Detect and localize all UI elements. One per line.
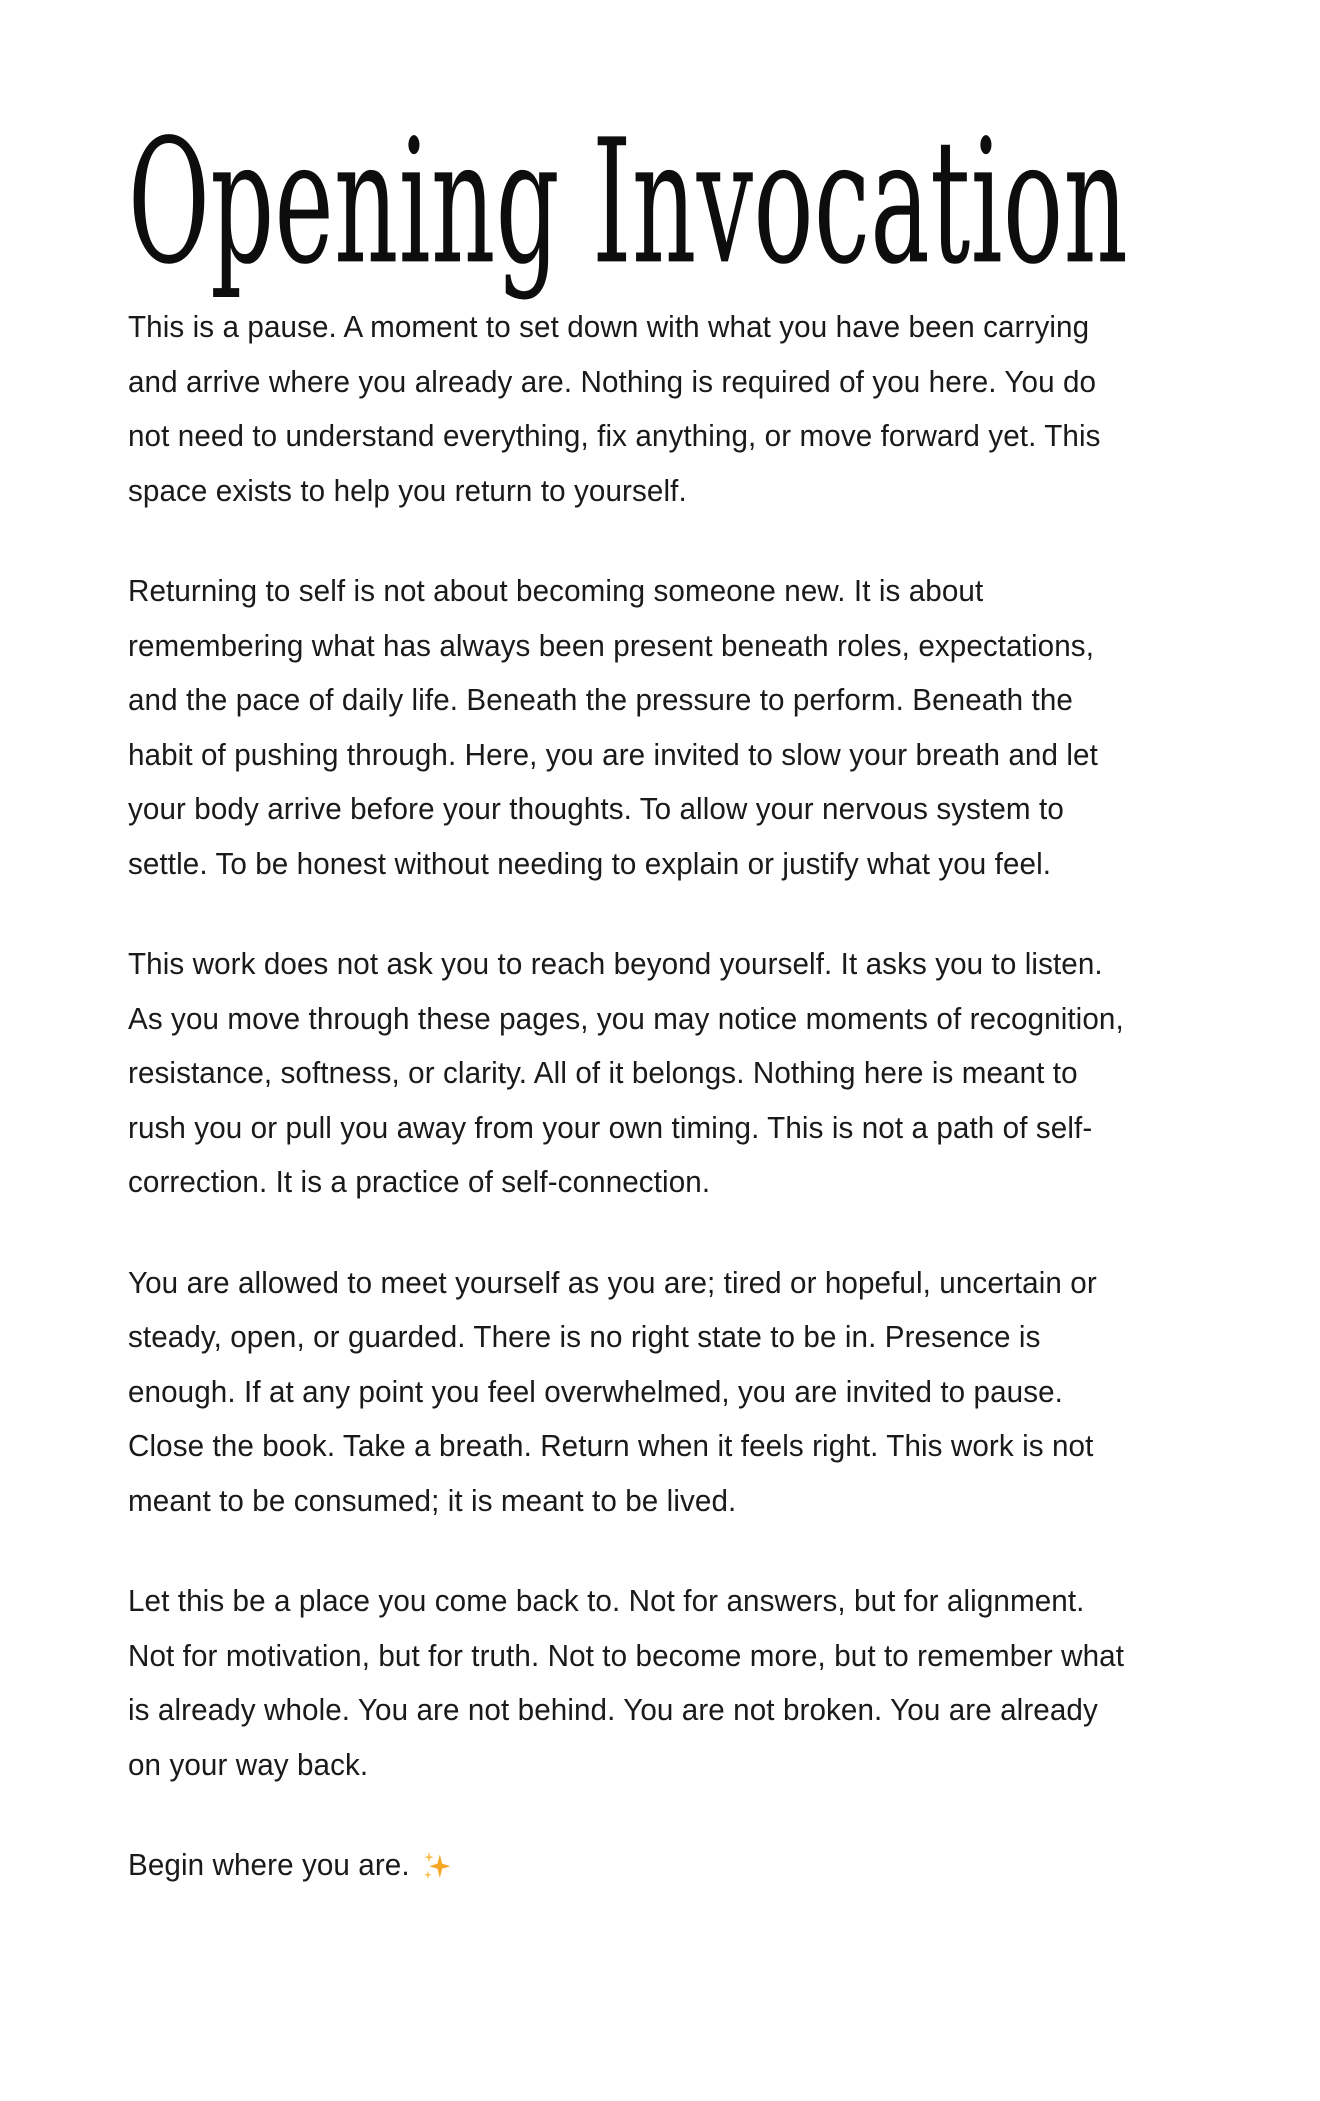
page-title: Opening Invocation	[128, 103, 1129, 303]
paragraph: You are allowed to meet yourself as you are; tired or hopeful, uncertain or steady, open, or guarded. There is no right state to be in. Presence is enough. If at any point you feel overwhelmed, you are invited to pause. Close the book. Take a breath. Return when it feels right. This work is not meant to be consumed; it is meant to be lived.	[128, 1264, 1097, 1518]
closing-line	[128, 1838, 1126, 1893]
body-copy	[128, 300, 1173, 1893]
paragraph: This work does not ask you to reach beyond yourself. It asks you to listen. As you move through these pages, you may notice moments of recognition, resistance, softness, or clarity. All of it belongs. Nothing here is meant to rush you or pull you away from your own timing. This is not a path of self-correction. It is a practice of self-connection.	[128, 946, 1124, 1199]
paragraph: Let this be a place you come back to. Not for answers, but for alignment. Not for motivation, but for truth. Not to become more, but to remember what is already whole. You are not behind. You are not broken. You are already on your way back.	[128, 1583, 1125, 1782]
sparkles-icon	[419, 1849, 451, 1883]
paragraph: Returning to self is not about becoming someone new. It is about remembering what has always been present beneath roles, expectations, and the pace of daily life. Beneath the pressure to perform. Beneath the habit of pushing through. Here, you are invited to slow your breath and let your body arrive before your thoughts. To allow your nervous system to settle. To be honest without needing to explain or justify what you feel.	[128, 573, 1098, 881]
closing-text: Begin where you are.	[128, 1847, 410, 1882]
paragraph: This is a pause. A moment to set down with what you have been carrying and arrive where you already are. Nothing is required of you here. You do not need to understand everything, fix anything, or move forward yet. This space exists to help you return to yourself.	[128, 309, 1101, 508]
